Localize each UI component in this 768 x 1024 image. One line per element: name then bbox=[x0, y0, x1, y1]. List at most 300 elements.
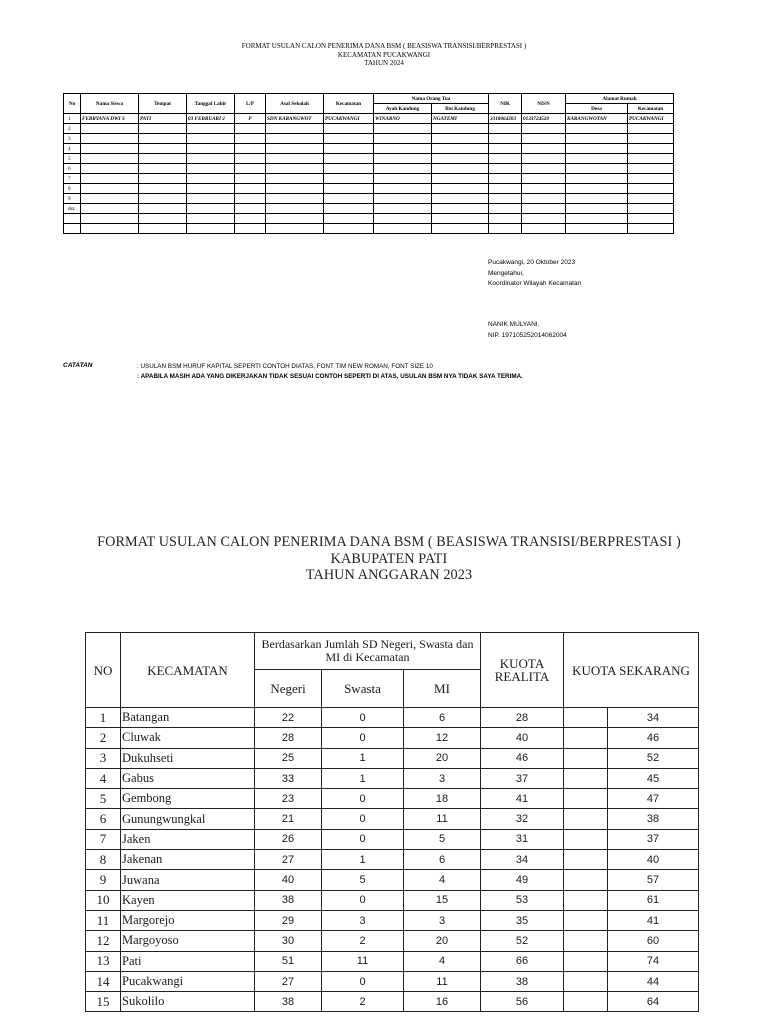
quota-cell-sekarang: 45 bbox=[608, 768, 699, 788]
empty-cell bbox=[522, 204, 566, 214]
empty-cell bbox=[522, 154, 566, 164]
quota-cell-sekarang: 57 bbox=[608, 870, 699, 890]
usulan-form-table bbox=[63, 93, 674, 234]
empty-cell bbox=[489, 214, 522, 224]
empty-cell bbox=[266, 154, 324, 164]
quota-cell-swasta: 1 bbox=[322, 748, 404, 768]
empty-cell bbox=[432, 184, 489, 194]
empty-cell bbox=[432, 194, 489, 204]
header-nik: NIK bbox=[489, 94, 522, 114]
empty-cell bbox=[566, 124, 628, 134]
empty-cell bbox=[522, 144, 566, 154]
quota-cell-mi: 4 bbox=[404, 870, 481, 890]
form-header-row-1 bbox=[64, 94, 674, 104]
quota-cell-negeri: 38 bbox=[255, 992, 322, 1012]
quota-cell-kecamatan: Margorejo bbox=[121, 910, 255, 930]
empty-cell bbox=[81, 194, 139, 204]
empty-cell bbox=[374, 174, 432, 184]
quota-cell-no: 6 bbox=[86, 809, 121, 829]
quota-row bbox=[86, 809, 699, 829]
empty-cell bbox=[266, 164, 324, 174]
quota-cell-sekarang: 37 bbox=[608, 829, 699, 849]
quota-cell-realita: 40 bbox=[481, 728, 564, 748]
empty-cell bbox=[489, 184, 522, 194]
empty-cell bbox=[566, 134, 628, 144]
empty-cell bbox=[139, 224, 187, 234]
quota-cell-kecamatan: Sukolilo bbox=[121, 992, 255, 1012]
quota-cell-kecamatan: Gunungwungkal bbox=[121, 809, 255, 829]
quota-cell-kecamatan: Pucakwangi bbox=[121, 971, 255, 991]
cell-no: 5 bbox=[64, 154, 81, 164]
quota-rows bbox=[86, 708, 699, 1012]
quota-row bbox=[86, 971, 699, 991]
header-ibu: Ibu Kandung bbox=[432, 104, 489, 114]
cell-no: 9 bbox=[64, 194, 81, 204]
quota-header-mi: MI bbox=[404, 670, 481, 708]
quota-cell-sekarang: 38 bbox=[608, 809, 699, 829]
empty-cell bbox=[432, 214, 489, 224]
quota-cell-no: 4 bbox=[86, 768, 121, 788]
quota-cell-mi: 16 bbox=[404, 992, 481, 1012]
empty-cell bbox=[139, 214, 187, 224]
empty-cell bbox=[324, 214, 374, 224]
quota-cell-negeri: 27 bbox=[255, 850, 322, 870]
quota-cell-kecamatan: Batangan bbox=[121, 708, 255, 728]
empty-cell bbox=[139, 144, 187, 154]
empty-cell bbox=[522, 214, 566, 224]
cell-nisn: 0133724520 bbox=[522, 114, 566, 124]
form-empty-row bbox=[64, 194, 674, 204]
empty-cell bbox=[324, 164, 374, 174]
quota-cell-realita: 49 bbox=[481, 870, 564, 890]
empty-cell bbox=[324, 144, 374, 154]
empty-cell bbox=[374, 214, 432, 224]
empty-cell bbox=[187, 144, 235, 154]
empty-cell bbox=[489, 124, 522, 134]
signature-block bbox=[488, 258, 581, 290]
empty-cell bbox=[628, 124, 674, 134]
header-ayah: Ayah Kandung bbox=[374, 104, 432, 114]
empty-cell bbox=[81, 214, 139, 224]
form-empty-row bbox=[64, 204, 674, 214]
header-nisn: NISN bbox=[522, 94, 566, 114]
quota-cell-kecamatan: Dukuhseti bbox=[121, 748, 255, 768]
empty-cell bbox=[566, 184, 628, 194]
empty-cell bbox=[432, 204, 489, 214]
form-empty-rows bbox=[64, 124, 674, 234]
header-tanggal-lahir: Tanggal Lahir bbox=[187, 94, 235, 114]
quota-header-negeri: Negeri bbox=[255, 670, 322, 708]
empty-cell bbox=[139, 194, 187, 204]
quota-cell-mi: 6 bbox=[404, 850, 481, 870]
cell-ibu: NGATEMI bbox=[432, 114, 489, 124]
quota-cell-swasta: 2 bbox=[322, 992, 404, 1012]
quota-cell-negeri: 38 bbox=[255, 890, 322, 910]
quota-cell-mi: 4 bbox=[404, 951, 481, 971]
empty-cell bbox=[374, 134, 432, 144]
cell-no: 4 bbox=[64, 144, 81, 154]
quota-cell-sekarang: 47 bbox=[608, 789, 699, 809]
empty-cell bbox=[374, 184, 432, 194]
cell-tempat: PATI bbox=[139, 114, 187, 124]
empty-cell bbox=[489, 134, 522, 144]
empty-cell bbox=[522, 184, 566, 194]
quota-cell-blank bbox=[564, 890, 608, 910]
empty-cell bbox=[81, 204, 139, 214]
cell-desa: KARANGWOTAN bbox=[566, 114, 628, 124]
empty-cell bbox=[374, 204, 432, 214]
empty-cell bbox=[522, 194, 566, 204]
quota-cell-realita: 46 bbox=[481, 748, 564, 768]
catatan-notes bbox=[137, 362, 523, 381]
quota-cell-mi: 20 bbox=[404, 748, 481, 768]
quota-cell-negeri: 25 bbox=[255, 748, 322, 768]
quota-cell-sekarang: 40 bbox=[608, 850, 699, 870]
quota-header-kecamatan: KECAMATAN bbox=[121, 633, 255, 708]
empty-cell bbox=[235, 134, 266, 144]
header-nama-orang-tua: Nama Orang Tua bbox=[374, 94, 489, 104]
empty-cell bbox=[324, 224, 374, 234]
quota-cell-no: 7 bbox=[86, 829, 121, 849]
form-empty-row bbox=[64, 164, 674, 174]
quota-header-no: NO bbox=[86, 633, 121, 708]
empty-cell bbox=[432, 224, 489, 234]
empty-cell bbox=[266, 174, 324, 184]
empty-cell bbox=[628, 204, 674, 214]
quota-cell-blank bbox=[564, 789, 608, 809]
quota-cell-blank bbox=[564, 748, 608, 768]
quota-cell-swasta: 0 bbox=[322, 789, 404, 809]
quota-cell-blank bbox=[564, 910, 608, 930]
empty-cell bbox=[432, 154, 489, 164]
quota-cell-no: 5 bbox=[86, 789, 121, 809]
form-title-line-2: KECAMATAN PUCAKWANGI bbox=[337, 50, 431, 59]
signature-nip: NIP. 197105252014062004 bbox=[488, 331, 567, 339]
form-title bbox=[0, 42, 768, 68]
quota-row bbox=[86, 728, 699, 748]
empty-cell bbox=[628, 154, 674, 164]
quota-cell-kecamatan: Pati bbox=[121, 951, 255, 971]
catatan-line-1: : USULAN BSM HURUF KAPITAL SEPERTI CONTOH DIATAS, FONT TIM NEW ROMAN, FONT SIZE 10 bbox=[137, 363, 433, 370]
quota-row bbox=[86, 789, 699, 809]
form-empty-row bbox=[64, 174, 674, 184]
empty-cell bbox=[139, 154, 187, 164]
quota-cell-negeri: 21 bbox=[255, 809, 322, 829]
form-empty-row bbox=[64, 224, 674, 234]
quota-row bbox=[86, 829, 699, 849]
quota-cell-mi: 6 bbox=[404, 708, 481, 728]
empty-cell bbox=[187, 214, 235, 224]
quota-cell-negeri: 28 bbox=[255, 728, 322, 748]
cell-lp: P bbox=[235, 114, 266, 124]
quota-cell-swasta: 0 bbox=[322, 971, 404, 991]
empty-cell bbox=[522, 164, 566, 174]
empty-cell bbox=[187, 164, 235, 174]
catatan-label: CATATAN bbox=[63, 362, 93, 369]
quota-cell-blank bbox=[564, 850, 608, 870]
signature-name-block bbox=[488, 320, 567, 341]
form-empty-row bbox=[64, 134, 674, 144]
header-tempat: Tempat bbox=[139, 94, 187, 114]
form-title-line-3: TAHUN 2024 bbox=[364, 59, 404, 68]
quota-cell-blank bbox=[564, 809, 608, 829]
signature-mengetahui: Mengetahui, bbox=[488, 269, 524, 277]
quota-cell-swasta: 0 bbox=[322, 829, 404, 849]
quota-cell-mi: 11 bbox=[404, 971, 481, 991]
quota-cell-realita: 52 bbox=[481, 931, 564, 951]
empty-cell bbox=[566, 154, 628, 164]
empty-cell bbox=[566, 214, 628, 224]
quota-cell-swasta: 5 bbox=[322, 870, 404, 890]
cell-no: 3 bbox=[64, 134, 81, 144]
quota-cell-blank bbox=[564, 971, 608, 991]
quota-cell-realita: 34 bbox=[481, 850, 564, 870]
quota-cell-negeri: 30 bbox=[255, 931, 322, 951]
quota-cell-negeri: 40 bbox=[255, 870, 322, 890]
quota-title-line-3: TAHUN ANGGARAN 2023 bbox=[305, 567, 473, 583]
empty-cell bbox=[266, 214, 324, 224]
empty-cell bbox=[628, 224, 674, 234]
empty-cell bbox=[566, 144, 628, 154]
empty-cell bbox=[374, 124, 432, 134]
quota-cell-swasta: 2 bbox=[322, 931, 404, 951]
quota-cell-no: 11 bbox=[86, 910, 121, 930]
cell-no: 6 bbox=[64, 164, 81, 174]
quota-row bbox=[86, 890, 699, 910]
empty-cell bbox=[522, 224, 566, 234]
quota-cell-no: 15 bbox=[86, 992, 121, 1012]
quota-cell-realita: 66 bbox=[481, 951, 564, 971]
quota-cell-realita: 56 bbox=[481, 992, 564, 1012]
cell-no bbox=[64, 214, 81, 224]
empty-cell bbox=[266, 124, 324, 134]
empty-cell bbox=[266, 144, 324, 154]
quota-cell-negeri: 51 bbox=[255, 951, 322, 971]
quota-cell-blank bbox=[564, 931, 608, 951]
empty-cell bbox=[187, 204, 235, 214]
quota-cell-sekarang: 60 bbox=[608, 931, 699, 951]
quota-row bbox=[86, 951, 699, 971]
quota-cell-kecamatan: Juwana bbox=[121, 870, 255, 890]
empty-cell bbox=[81, 144, 139, 154]
empty-cell bbox=[374, 144, 432, 154]
quota-row bbox=[86, 708, 699, 728]
cell-no bbox=[64, 224, 81, 234]
empty-cell bbox=[187, 184, 235, 194]
empty-cell bbox=[432, 174, 489, 184]
empty-cell bbox=[374, 194, 432, 204]
quota-cell-negeri: 27 bbox=[255, 971, 322, 991]
empty-cell bbox=[266, 134, 324, 144]
quota-cell-swasta: 1 bbox=[322, 768, 404, 788]
quota-cell-no: 2 bbox=[86, 728, 121, 748]
quota-cell-swasta: 0 bbox=[322, 809, 404, 829]
quota-row bbox=[86, 768, 699, 788]
empty-cell bbox=[566, 194, 628, 204]
cell-nik: 3318064303 bbox=[489, 114, 522, 124]
quota-cell-kecamatan: Cluwak bbox=[121, 728, 255, 748]
quota-cell-blank bbox=[564, 708, 608, 728]
quota-cell-blank bbox=[564, 829, 608, 849]
quota-cell-sekarang: 44 bbox=[608, 971, 699, 991]
quota-cell-kecamatan: Gabus bbox=[121, 768, 255, 788]
empty-cell bbox=[324, 174, 374, 184]
cell-sekolah: SDN KARANGWOT bbox=[266, 114, 324, 124]
empty-cell bbox=[324, 204, 374, 214]
empty-cell bbox=[81, 124, 139, 134]
empty-cell bbox=[432, 124, 489, 134]
empty-cell bbox=[522, 134, 566, 144]
form-empty-row bbox=[64, 124, 674, 134]
empty-cell bbox=[522, 124, 566, 134]
empty-cell bbox=[266, 204, 324, 214]
quota-row bbox=[86, 992, 699, 1012]
empty-cell bbox=[187, 174, 235, 184]
quota-cell-realita: 35 bbox=[481, 910, 564, 930]
quota-table bbox=[85, 632, 699, 1012]
quota-cell-no: 10 bbox=[86, 890, 121, 910]
cell-no: dst. bbox=[64, 204, 81, 214]
catatan-line-2: : APABILA MASIH ADA YANG DIKERJAKAN TIDAK SESUAI CONTOH SEPERTI DI ATAS, USULAN BSM NYA TIDAK SAYA TERIMA. bbox=[137, 372, 523, 380]
quota-cell-negeri: 26 bbox=[255, 829, 322, 849]
empty-cell bbox=[489, 144, 522, 154]
empty-cell bbox=[235, 174, 266, 184]
empty-cell bbox=[628, 164, 674, 174]
empty-cell bbox=[374, 164, 432, 174]
quota-cell-sekarang: 61 bbox=[608, 890, 699, 910]
quota-cell-no: 9 bbox=[86, 870, 121, 890]
empty-cell bbox=[628, 144, 674, 154]
cell-nama: FEBRYANA DWI S bbox=[81, 114, 139, 124]
empty-cell bbox=[235, 184, 266, 194]
empty-cell bbox=[324, 124, 374, 134]
header-lp: L/P bbox=[235, 94, 266, 114]
form-empty-row bbox=[64, 184, 674, 194]
quota-row bbox=[86, 910, 699, 930]
quota-cell-negeri: 29 bbox=[255, 910, 322, 930]
quota-row bbox=[86, 748, 699, 768]
quota-cell-no: 1 bbox=[86, 708, 121, 728]
quota-header-kuota-realita: KUOTA REALITA bbox=[481, 633, 564, 708]
quota-header-row-1 bbox=[86, 633, 699, 670]
quota-cell-swasta: 11 bbox=[322, 951, 404, 971]
quota-cell-kecamatan: Margoyoso bbox=[121, 931, 255, 951]
quota-cell-negeri: 23 bbox=[255, 789, 322, 809]
quota-cell-kecamatan: Kayen bbox=[121, 890, 255, 910]
quota-cell-sekarang: 41 bbox=[608, 910, 699, 930]
quota-cell-realita: 37 bbox=[481, 768, 564, 788]
empty-cell bbox=[235, 224, 266, 234]
quota-cell-blank bbox=[564, 951, 608, 971]
empty-cell bbox=[139, 174, 187, 184]
empty-cell bbox=[187, 134, 235, 144]
empty-cell bbox=[489, 154, 522, 164]
quota-cell-kecamatan: Jakenan bbox=[121, 850, 255, 870]
header-alamat-rumah: Alamat Rumah bbox=[566, 94, 674, 104]
empty-cell bbox=[628, 134, 674, 144]
signature-role: Koordinator Wilayah Kecamatan bbox=[488, 280, 582, 288]
empty-cell bbox=[187, 154, 235, 164]
empty-cell bbox=[81, 174, 139, 184]
quota-header-group: Berdasarkan Jumlah SD Negeri, Swasta dan MI di Kecamatan bbox=[255, 633, 481, 670]
empty-cell bbox=[139, 124, 187, 134]
empty-cell bbox=[235, 214, 266, 224]
empty-cell bbox=[139, 164, 187, 174]
quota-cell-kecamatan: Jaken bbox=[121, 829, 255, 849]
empty-cell bbox=[324, 134, 374, 144]
empty-cell bbox=[566, 224, 628, 234]
cell-no: 1 bbox=[64, 114, 81, 124]
empty-cell bbox=[187, 124, 235, 134]
quota-cell-negeri: 33 bbox=[255, 768, 322, 788]
empty-cell bbox=[489, 194, 522, 204]
quota-cell-mi: 20 bbox=[404, 931, 481, 951]
empty-cell bbox=[489, 224, 522, 234]
quota-row bbox=[86, 850, 699, 870]
empty-cell bbox=[235, 124, 266, 134]
empty-cell bbox=[374, 154, 432, 164]
quota-cell-realita: 28 bbox=[481, 708, 564, 728]
empty-cell bbox=[324, 194, 374, 204]
empty-cell bbox=[324, 184, 374, 194]
quota-cell-sekarang: 52 bbox=[608, 748, 699, 768]
empty-cell bbox=[81, 134, 139, 144]
quota-cell-mi: 18 bbox=[404, 789, 481, 809]
empty-cell bbox=[522, 174, 566, 184]
quota-row bbox=[86, 870, 699, 890]
empty-cell bbox=[235, 164, 266, 174]
empty-cell bbox=[81, 184, 139, 194]
quota-cell-sekarang: 46 bbox=[608, 728, 699, 748]
quota-cell-swasta: 0 bbox=[322, 728, 404, 748]
empty-cell bbox=[266, 194, 324, 204]
quota-cell-mi: 3 bbox=[404, 910, 481, 930]
empty-cell bbox=[489, 204, 522, 214]
signature-place-date: Pucakwangi, 20 Oktober 2023 bbox=[488, 259, 576, 266]
empty-cell bbox=[235, 144, 266, 154]
header-alamat-kecamatan: Kecamatan bbox=[628, 104, 674, 114]
form-empty-row bbox=[64, 214, 674, 224]
quota-cell-blank bbox=[564, 992, 608, 1012]
quota-cell-realita: 31 bbox=[481, 829, 564, 849]
quota-title bbox=[0, 534, 768, 584]
quota-title-line-2: KABUPATEN PATI bbox=[330, 550, 448, 567]
empty-cell bbox=[266, 224, 324, 234]
empty-cell bbox=[489, 164, 522, 174]
empty-cell bbox=[432, 134, 489, 144]
form-empty-row bbox=[64, 154, 674, 164]
quota-cell-swasta: 1 bbox=[322, 850, 404, 870]
header-asal-sekolah: Asal Sekolah bbox=[266, 94, 324, 114]
empty-cell bbox=[235, 204, 266, 214]
quota-cell-swasta: 0 bbox=[322, 708, 404, 728]
cell-no: 7 bbox=[64, 174, 81, 184]
quota-title-line-1: FORMAT USULAN CALON PENERIMA DANA BSM ( BEASISWA TRANSISI/BERPRESTASI ) bbox=[97, 534, 681, 550]
quota-cell-blank bbox=[564, 768, 608, 788]
quota-cell-realita: 41 bbox=[481, 789, 564, 809]
quota-cell-realita: 53 bbox=[481, 890, 564, 910]
quota-cell-negeri: 22 bbox=[255, 708, 322, 728]
empty-cell bbox=[628, 214, 674, 224]
quota-cell-swasta: 0 bbox=[322, 890, 404, 910]
header-desa: Desa bbox=[566, 104, 628, 114]
form-example-row bbox=[64, 114, 674, 124]
quota-cell-realita: 32 bbox=[481, 809, 564, 829]
cell-no: 8 bbox=[64, 184, 81, 194]
cell-kecamatan: PUCAKWANGI bbox=[324, 114, 374, 124]
quota-cell-mi: 15 bbox=[404, 890, 481, 910]
empty-cell bbox=[628, 174, 674, 184]
